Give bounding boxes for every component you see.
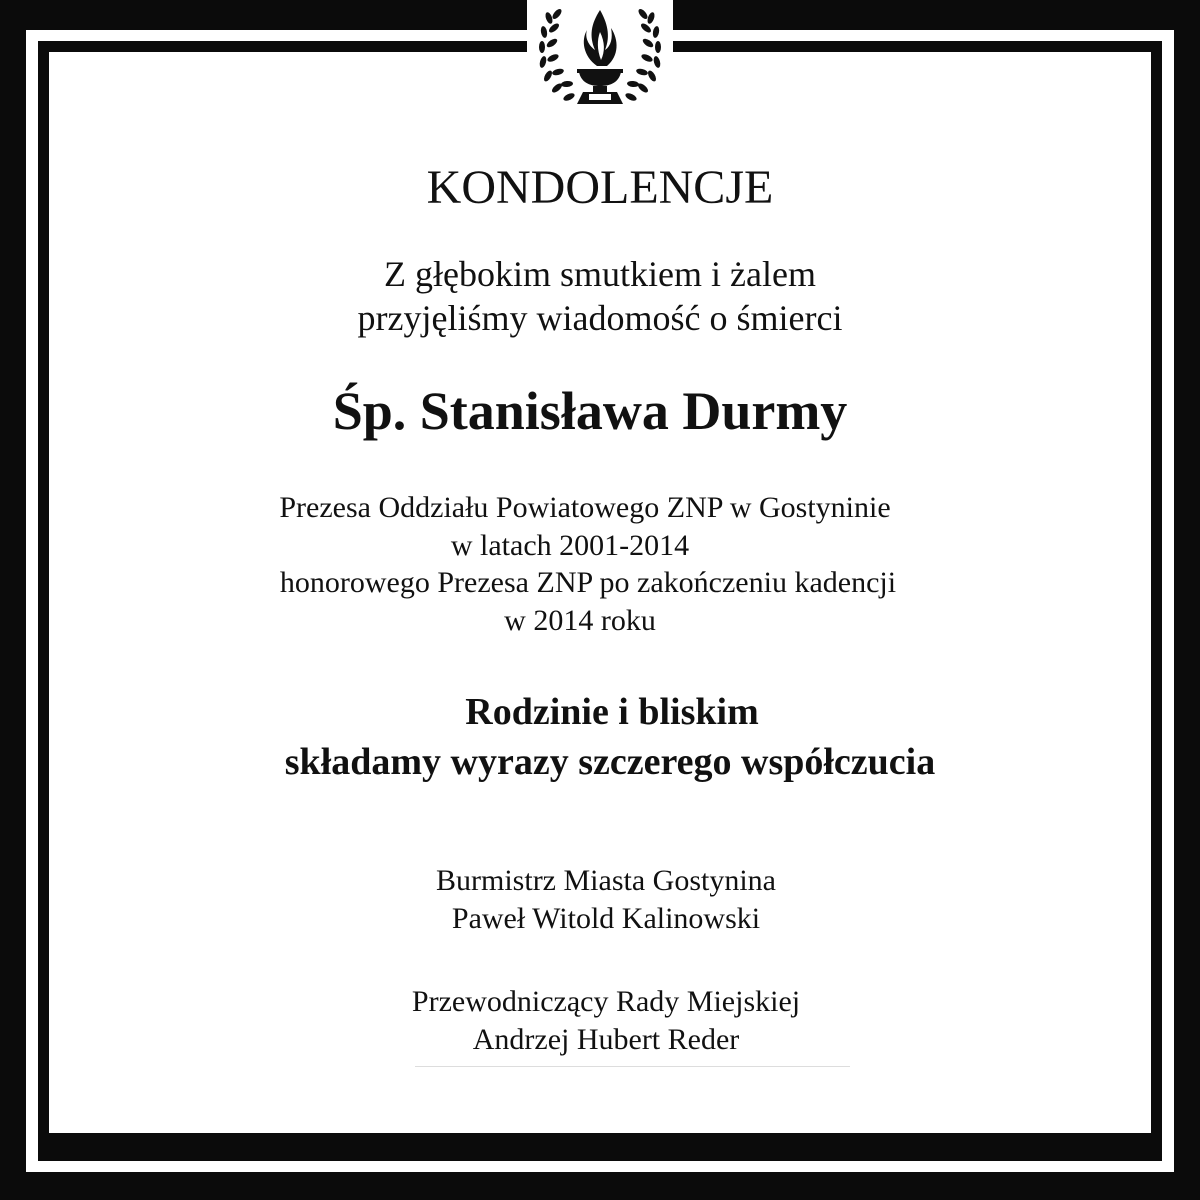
intro-line-1: Z głębokim smutkiem i żalem <box>384 254 816 294</box>
condolence-line-2: składamy wyrazy szczerego współczucia <box>284 741 936 783</box>
page-title: KONDOLENCJE <box>426 161 774 214</box>
frame-outer-bottom <box>0 1172 1200 1200</box>
eternal-flame-laurel-icon <box>527 0 673 118</box>
role-line-3: honorowego Prezesa ZNP po zakończeniu kadencji <box>279 566 897 599</box>
signatory-name: Paweł Witold Kalinowski <box>451 902 761 935</box>
role-line-4: w 2014 roku <box>504 604 656 637</box>
role-line-2: w latach 2001-2014 <box>450 529 690 562</box>
signatory-position: Przewodniczący Rady Miejskiej <box>411 985 801 1018</box>
condolence-line-1: Rodzinie i bliskim <box>465 691 759 733</box>
signatory-name: Andrzej Hubert Reder <box>472 1023 740 1056</box>
divider <box>415 1066 850 1067</box>
signatory-position: Burmistrz Miasta Gostynina <box>436 864 776 897</box>
deceased-name: Śp. Stanisława Durmy <box>332 381 848 441</box>
role-line-1: Prezesa Oddziału Powiatowego ZNP w Gostyninie <box>279 491 891 524</box>
intro-text <box>0 252 1200 340</box>
intro-line-2: przyjęliśmy wiadomość o śmierci <box>357 298 843 338</box>
frame-inner-bottom <box>38 1133 1162 1161</box>
